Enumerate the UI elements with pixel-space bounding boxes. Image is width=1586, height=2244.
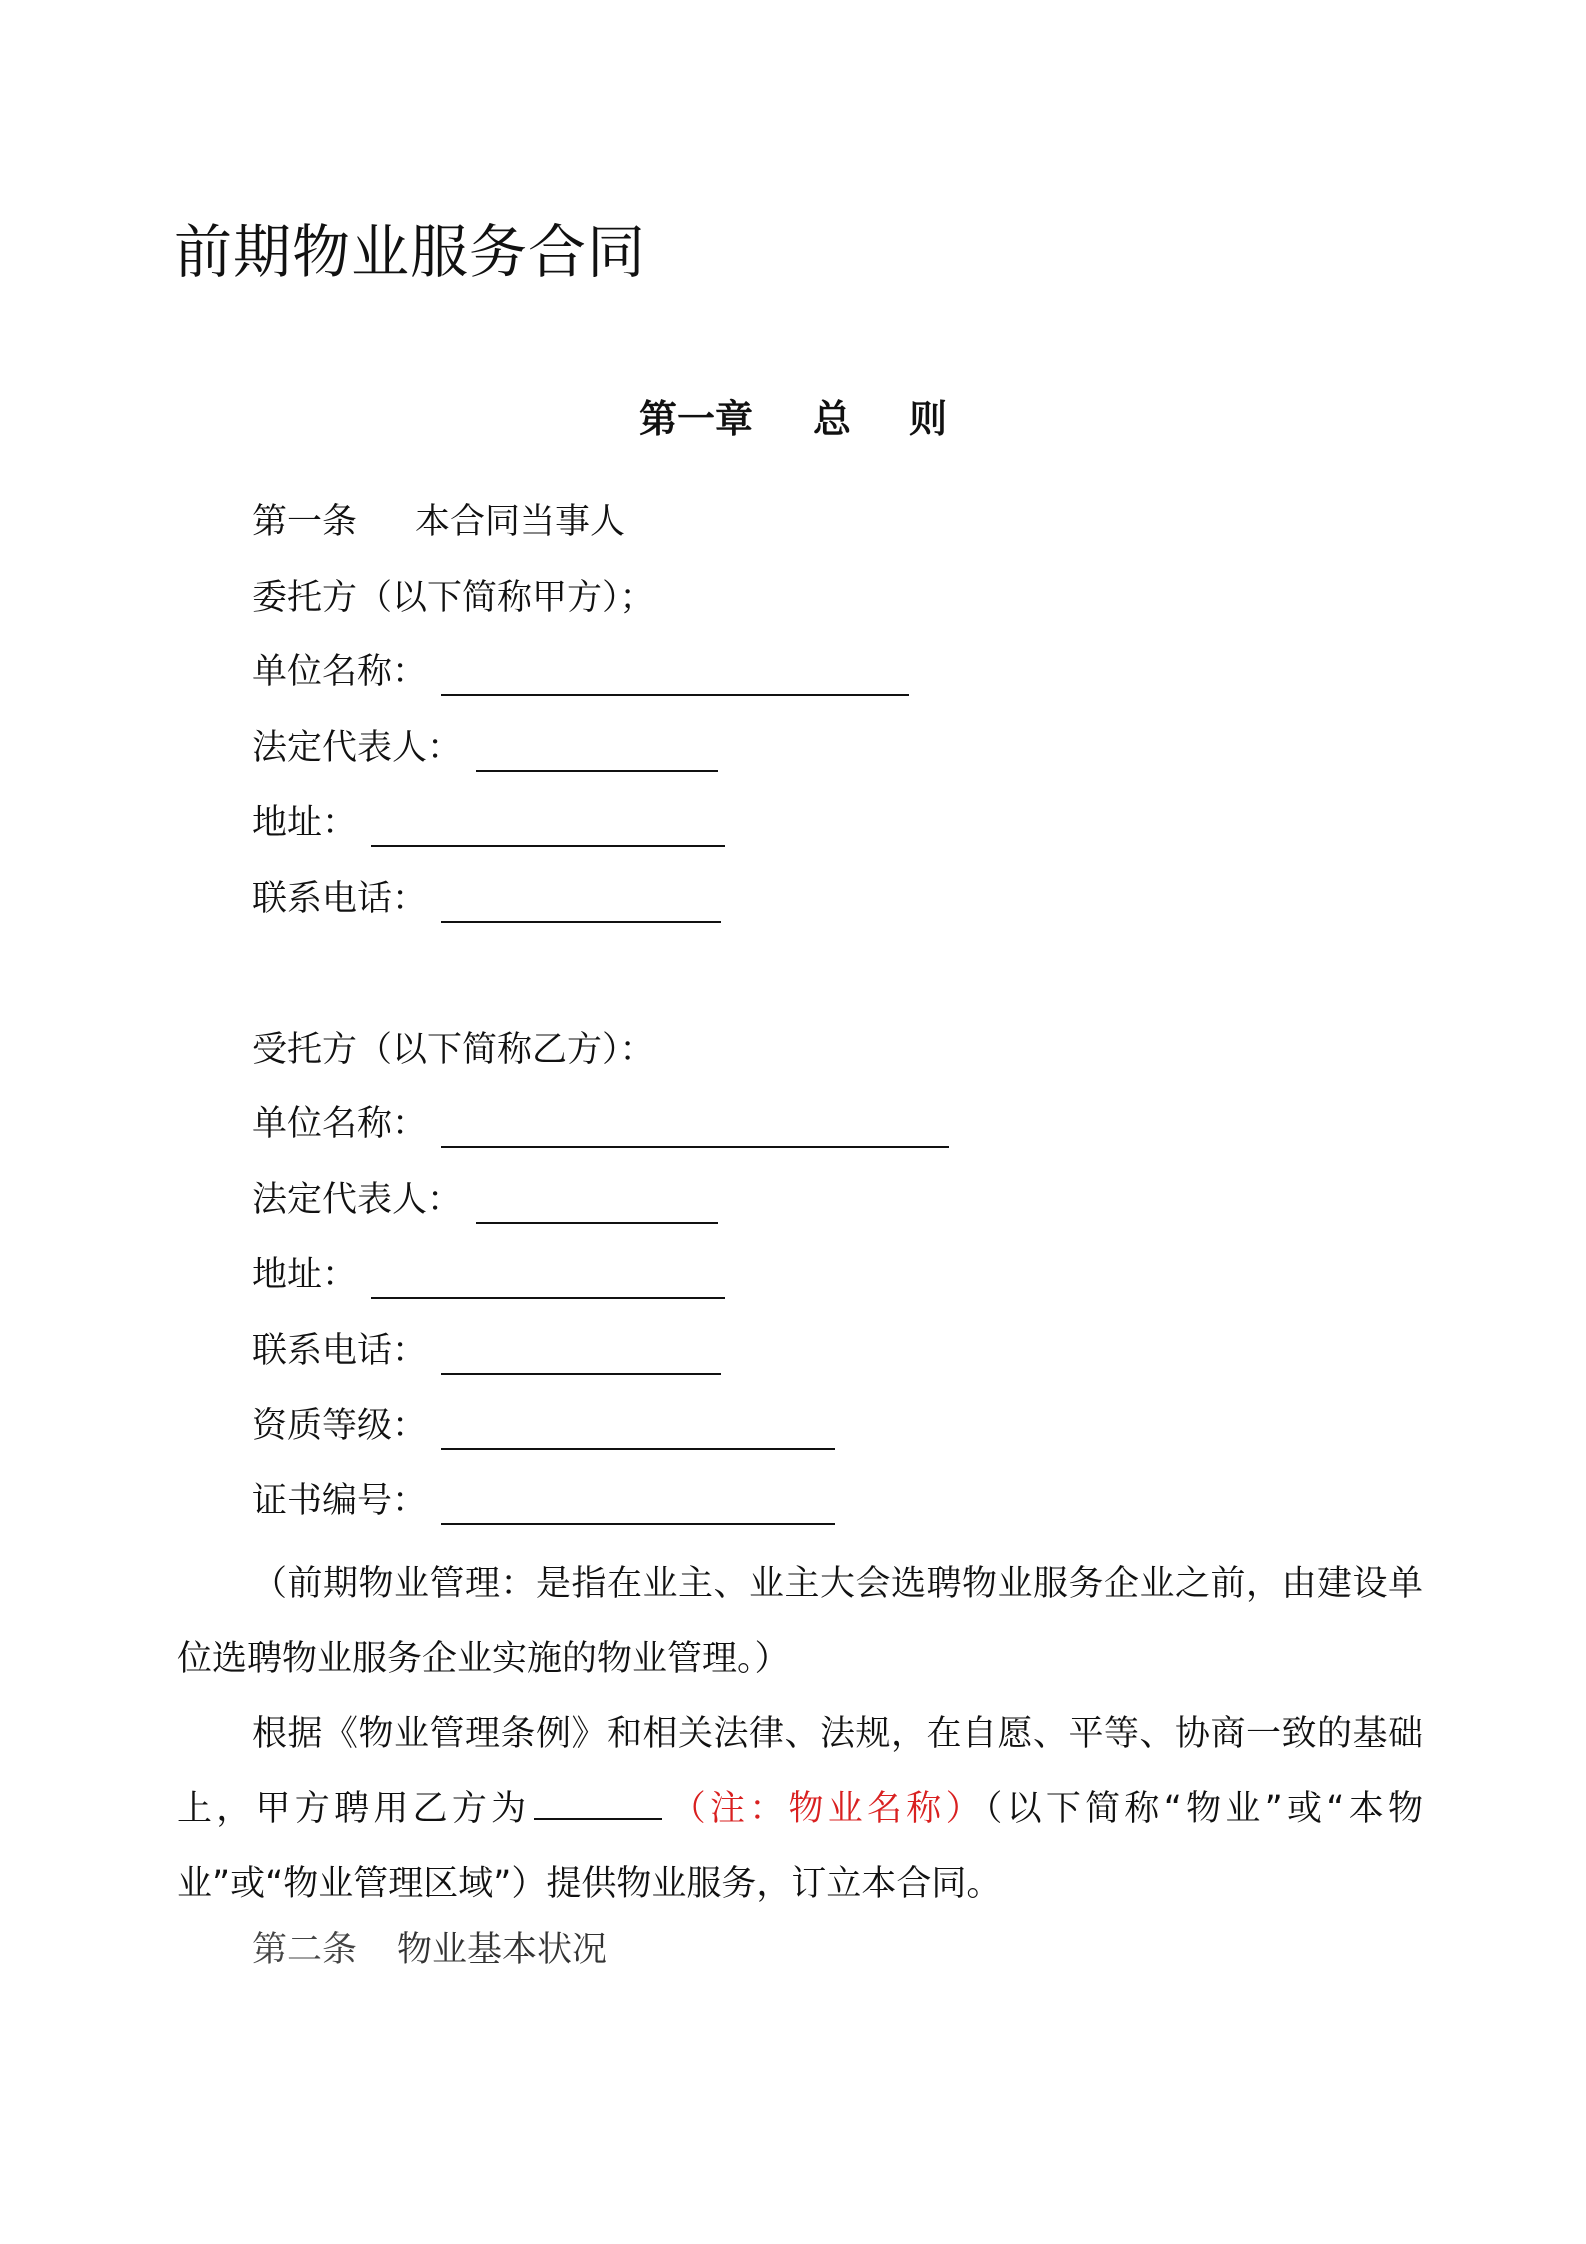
party-a-address-field [252, 799, 725, 847]
party-a-address-label: 地址： [252, 803, 358, 843]
basis-text-after: （以下简称“物业”或“本物业”或“物业管理区域”）提供物业服务，订立本合同。 [177, 1789, 1423, 1904]
party-b-qualification-blank[interactable] [441, 1408, 835, 1450]
chapter-word-2: 则 [909, 397, 948, 441]
party-b-phone-field [252, 1327, 721, 1375]
party-a-phone-field [252, 875, 721, 923]
party-b-address-blank[interactable] [371, 1257, 725, 1299]
party-b-intro: 受托方（以下简称乙方）： [252, 1030, 655, 1070]
party-a-unit-name-blank[interactable] [441, 654, 909, 696]
party-b-phone-label: 联系电话： [252, 1331, 428, 1371]
party-a-legal-rep-field [252, 724, 718, 772]
party-b-address-field [252, 1251, 725, 1299]
party-b-unit-name-blank[interactable] [441, 1106, 949, 1148]
chapter-label: 第一章 [638, 397, 753, 441]
party-b-certificate-blank[interactable] [441, 1483, 835, 1525]
party-b-qualification-label: 资质等级： [252, 1406, 428, 1446]
definition-paragraph: （前期物业管理：是指在业主、业主大会选聘物业服务企业之前，由建设单位选聘物业服务企业实施的物业管理。） [177, 1564, 1423, 1679]
article-2-number: 第二条 [252, 1930, 358, 1970]
article-1-title: 本合同当事人 [415, 502, 626, 542]
property-name-blank[interactable] [534, 1782, 662, 1820]
party-a-phone-label: 联系电话： [252, 879, 428, 919]
party-a-unit-name-field [252, 648, 909, 696]
party-a-address-blank[interactable] [371, 805, 725, 847]
party-b-unit-name-label: 单位名称： [252, 1104, 428, 1144]
party-b-legal-rep-label: 法定代表人： [252, 1180, 463, 1220]
party-b-phone-blank[interactable] [441, 1333, 721, 1375]
basis-text-before: 根据《物业管理条例》和相关法律、法规，在自愿、平等、协商一致的基础上，甲方聘用乙方为 [177, 1714, 1423, 1829]
article-1-heading [252, 498, 625, 546]
party-a-unit-name-label: 单位名称： [252, 652, 428, 692]
article-1-number: 第一条 [252, 502, 358, 542]
party-b-unit-name-field [252, 1100, 949, 1148]
party-b-qualification-field [252, 1402, 835, 1450]
chapter-word-1: 总 [812, 397, 851, 441]
property-name-note: （注：物业名称） [666, 1789, 985, 1829]
basis-paragraph [177, 1697, 1423, 1922]
party-a-legal-rep-blank[interactable] [476, 730, 718, 772]
party-a-phone-blank[interactable] [441, 881, 721, 923]
party-a-intro: 委托方（以下简称甲方）； [252, 578, 655, 618]
party-b-certificate-field [252, 1477, 835, 1525]
party-b-legal-rep-field [252, 1176, 718, 1224]
document-title: 前期物业服务合同 [174, 218, 647, 286]
party-b-certificate-label: 证书编号： [252, 1481, 428, 1521]
party-b-legal-rep-blank[interactable] [476, 1182, 718, 1224]
article-2-title: 物业基本状况 [397, 1930, 608, 1970]
party-b-address-label: 地址： [252, 1255, 358, 1295]
chapter-heading [0, 388, 1586, 443]
party-a-legal-rep-label: 法定代表人： [252, 728, 463, 768]
article-2-heading [252, 1926, 607, 1974]
